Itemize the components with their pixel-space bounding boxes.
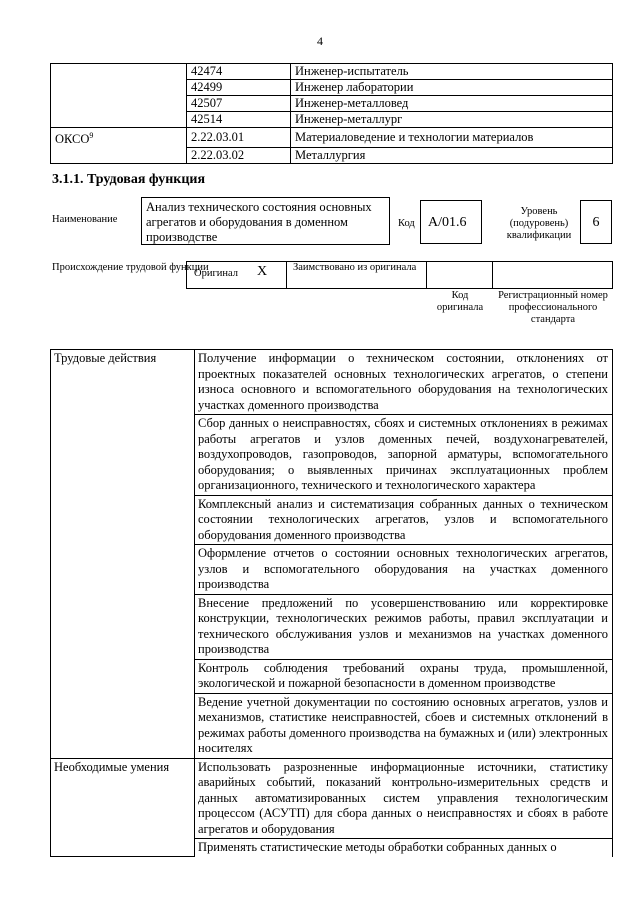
description-cell: Ведение учетной документации по состоянию основных агрегатов, узлов и механизмов, статистике неисправностей, сбоев и системных отклонений в режимах работы доменного производства на бумажных и (или) электронных носителях <box>195 693 613 758</box>
description-cell: Сбор данных о неисправностях, сбоях и системных отклонениях в режимах работы агрегатов и узлов доменных печей, воздухонагревателей, воздухопроводов, газопроводов, запорной арматуры, вспомогательного оборудования; о выявленных причинах эксплуатационных проблем организационного, технического и технологического характера <box>195 415 613 496</box>
function-code-box: А/01.6 <box>420 200 482 244</box>
category-cell: Необходимые умения <box>51 758 195 857</box>
name-cell: Материаловедение и технологии материалов <box>291 128 613 148</box>
level-box: 6 <box>580 200 612 244</box>
reg-number-cell <box>493 262 613 288</box>
name-cell: Инженер-металлург <box>291 112 613 128</box>
classifier-cell <box>51 96 187 112</box>
classifier-cell <box>51 128 187 148</box>
table-row <box>51 147 613 163</box>
labor-table <box>50 349 613 857</box>
reg-number-label: Регистрационный номер профессионального стандарта <box>498 290 608 325</box>
original-mark: X <box>257 264 268 279</box>
name-cell: Инженер-металловед <box>291 96 613 112</box>
section-title: 3.1.1. Трудовая функция <box>52 172 206 187</box>
borrowed-label: Заимствовано из оригинала <box>293 262 417 273</box>
description-cell: Получение информации о техническом состоянии, отклонениях от проектных показателей основных технологических агрегатов, о степени износа основного и вспомогательного оборудования на технологических участках доменного производства <box>195 350 613 415</box>
code-original-cell <box>427 262 493 288</box>
table-row <box>51 350 613 415</box>
classifier-cell <box>51 147 187 163</box>
code-cell: 2.22.03.02 <box>187 147 291 163</box>
origin-label: Происхождение трудовой функции <box>52 262 209 273</box>
code-cell: 42474 <box>187 64 291 80</box>
name-cell: Инженер лаборатории <box>291 80 613 96</box>
table-row <box>51 96 613 112</box>
description-cell: Применять статистические методы обработки собранных данных о <box>195 839 613 857</box>
description-cell: Контроль соблюдения требований охраны труда, промышленной, экологической и пожарной безопасности в доменном производстве <box>195 659 613 693</box>
code-original-label: Код оригинала <box>436 290 484 313</box>
classifier-cell <box>51 112 187 128</box>
category-cell: Трудовые действия <box>51 350 195 759</box>
function-name-box: Анализ технического состояния основных агрегатов и оборудования в доменном производстве <box>141 197 390 245</box>
classifier-cell <box>51 80 187 96</box>
table-row <box>51 112 613 128</box>
code-cell: 42507 <box>187 96 291 112</box>
table-row <box>51 128 613 148</box>
name-cell: Инженер-испытатель <box>291 64 613 80</box>
code-cell: 42499 <box>187 80 291 96</box>
name-cell: Металлургия <box>291 147 613 163</box>
code-cell: 42514 <box>187 112 291 128</box>
footnote-marker: 9 <box>89 131 94 140</box>
code-cell: 2.22.03.01 <box>187 128 291 148</box>
level-label: Уровень (подуровень) квалификации <box>506 206 572 241</box>
table-row <box>51 80 613 96</box>
description-cell: Внесение предложений по усовершенствованию или корректировке конструкции, технологических режимов работы, правил эксплуатации и технического обслуживания узлов и механизмов на участках доменного производства <box>195 594 613 659</box>
table-row <box>51 758 613 839</box>
description-cell: Комплексный анализ и систематизация собранных данных о техническом состоянии технологических агрегатов, узлов и вспомогательного оборудования доменного производства <box>195 495 613 545</box>
original-label: Оригинал <box>194 268 238 279</box>
classifier-name: ОКСО <box>55 132 90 147</box>
codes-table <box>50 63 613 164</box>
page-number: 4 <box>317 34 323 48</box>
description-cell: Оформление отчетов о состоянии основных технологических агрегатов, узлов и вспомогательного оборудования на участках доменного производства <box>195 545 613 595</box>
name-label: Наименование <box>52 214 118 225</box>
classifier-cell <box>51 64 187 80</box>
code-label: Код <box>398 218 415 229</box>
table-row <box>51 64 613 80</box>
description-cell: Использовать разрозненные информационные источники, статистику аварийных событий, показаний контрольно-измерительных средств и данных автоматизированных систем управления технологическим процессом (АСУТП) для сбора данных о неисправностях и сбоях в работе агрегатов и оборудования <box>195 758 613 839</box>
